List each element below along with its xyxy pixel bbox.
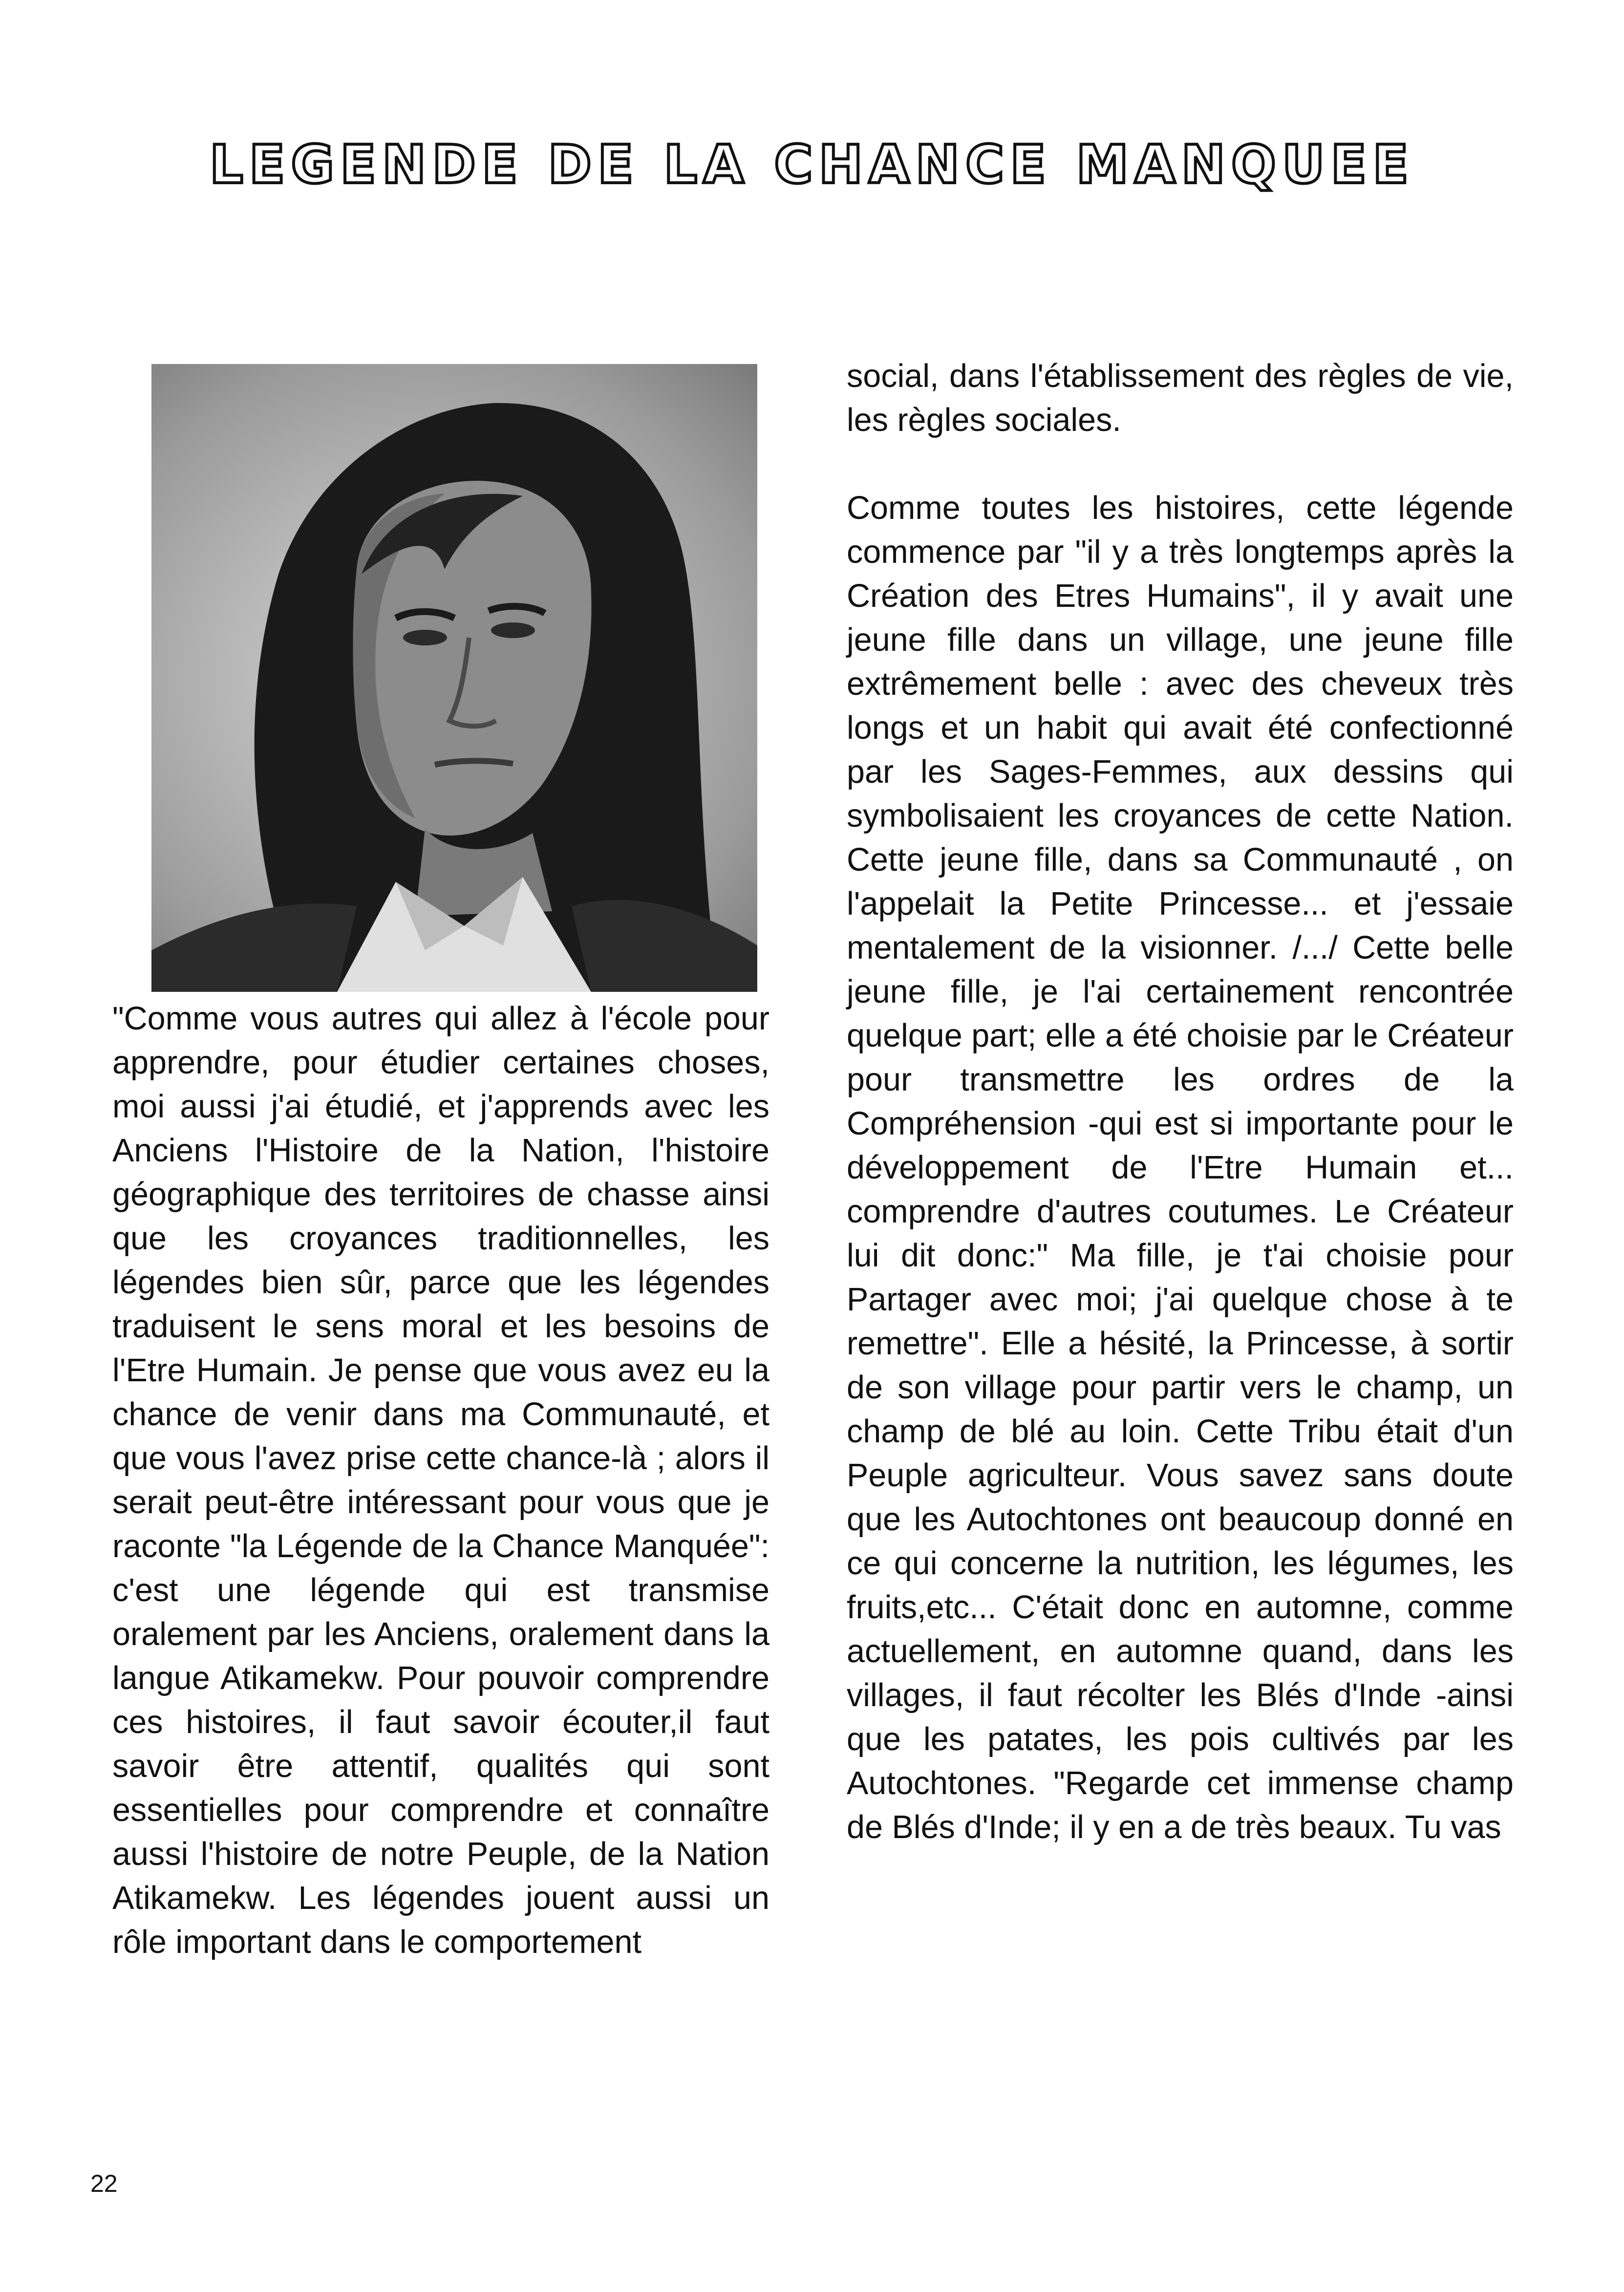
page-title: LEGENDE DE LA CHANCE MANQUEE [209, 134, 1415, 195]
page-number: 22 [90, 2170, 118, 2197]
left-column-text: "Comme vous autres qui allez à l'école pour apprendre, pour étudier certaines choses, moi aussi j'ai étudié, et j'apprends avec les Anciens l'Histoire de la Nation, l'histoire géographique des territoires de chasse ainsi que les croyances traditionnelles, les légendes bien sûr, parce que les légendes traduisent le sens moral et les besoins de l'Etre Humain. Je pense que vous avez eu la chance de venir dans ma Communauté, et que vous l'avez prise cette chance-là ; alors il serait peut-être intéressant pour vous que je raconte "la Légende de la Chance Manquée": c'est une légende qui est transmise oralement par les Anciens, oralement dans la langue Atikamekw. Pour pouvoir comprendre ces histoires, il faut savoir écouter,il faut savoir être attentif, qualités qui sont essentielles pour comprendre et connaître aussi l'histoire de notre Peuple, de la Nation Atikamekw. Les légendes jouent aussi un rôle important dans le comportement [112, 1001, 769, 1960]
right-column-paragraph-1: social, dans l'établissement des règles de vie, les règles sociales. [847, 358, 1514, 438]
right-column [847, 354, 1514, 1849]
portrait-photo [151, 364, 757, 992]
portrait-illustration [151, 364, 757, 992]
left-column [112, 997, 769, 1964]
right-column-paragraph-2: Comme toutes les histoires, cette légende commence par "il y a très longtemps après la Création des Etres Humains", il y avait une jeune fille dans un village, une jeune fille extrêmement belle : avec des cheveux très longs et un habit qui avait été confectionné par les Sages-Femmes, aux dessins qui symbolisaient les croyances de cette Nation. Cette jeune fille, dans sa Communauté , on l'appelait la Petite Princesse... et j'essaie mentalement de la visionner. /.../ Cette belle jeune fille, je l'ai certainement rencontrée quelque part; elle a été choisie par le Créateur pour transmettre les ordres de la Compréhension -qui est si importante pour le développement de l'Etre Humain et... comprendre d'autres coutumes. Le Créateur lui dit donc:" Ma fille, je t'ai choisie pour Partager avec moi; j'ai quelque chose à te remettre". Elle a hésité, la Princesse, à sortir de son village pour partir vers le champ, un champ de blé au loin. Cette Tribu était d'un Peuple agriculteur. Vous savez sans doute que les Autochtones ont beaucoup donné en ce qui concerne la nutrition, les légumes, les fruits,etc... C'était donc en automne, comme actuellement, en automne quand, dans les villages, il faut récolter les Blés d'Inde -ainsi que les patates, les pois cultivés par les Autochtones. "Regarde cet immense champ de Blés d'Inde; il y en a de très beaux. Tu vas [847, 490, 1514, 1845]
